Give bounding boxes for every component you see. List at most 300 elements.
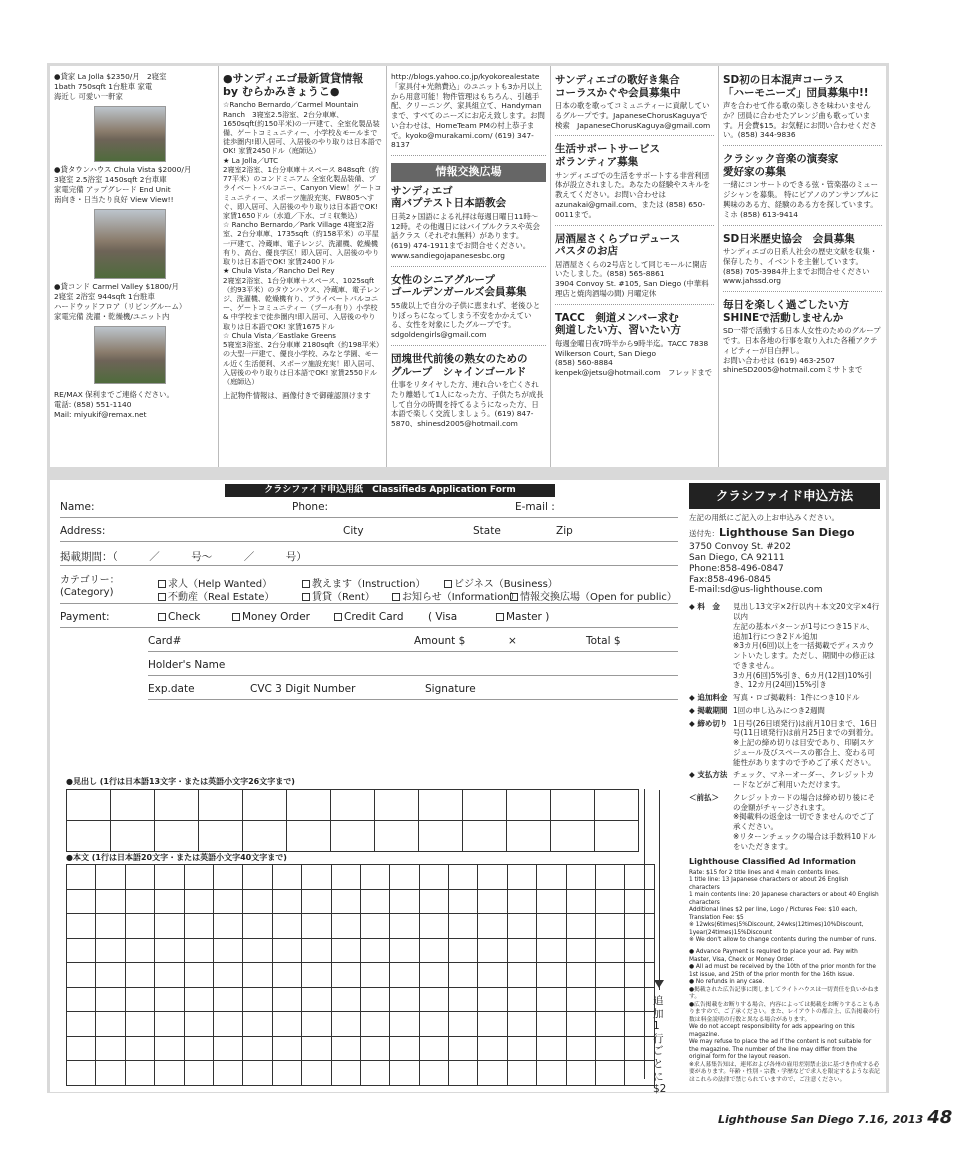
grid-cell[interactable]	[419, 889, 448, 914]
checkbox[interactable]	[158, 593, 166, 601]
grid-cell[interactable]	[331, 1012, 360, 1037]
grid-cell[interactable]	[155, 914, 184, 939]
cat-rent[interactable]	[302, 588, 375, 603]
grid-cell[interactable]	[287, 821, 331, 852]
grid-cell[interactable]	[537, 963, 566, 988]
grid-cell[interactable]	[331, 790, 375, 821]
fee-value: チェック、マネーオーダー、クレジットカードなどがご利用いただけます。	[733, 770, 875, 790]
grid-cell[interactable]	[155, 821, 199, 852]
checkbox[interactable]	[334, 613, 342, 621]
grid-cell[interactable]	[96, 1012, 125, 1037]
grid-cell[interactable]	[111, 790, 155, 821]
grid-cell[interactable]	[272, 963, 301, 988]
headline-grid[interactable]	[66, 789, 639, 852]
grid-cell[interactable]	[96, 914, 125, 939]
holder-label: Holder's Name	[148, 659, 226, 671]
grid-cell[interactable]	[184, 865, 213, 890]
grid-cell[interactable]	[537, 1061, 566, 1086]
grid-cell[interactable]	[331, 865, 360, 890]
grid-cell[interactable]	[537, 1012, 566, 1037]
grid-row	[67, 987, 655, 1012]
grid-cell[interactable]	[96, 1036, 125, 1061]
grid-cell[interactable]	[331, 938, 360, 963]
grid-cell[interactable]	[566, 1012, 595, 1037]
listing-carmel-valley: ●貸コンド Carmel Valley $1800/月 2寝室 2浴室 944sqft 1台駐車 ハードウッドフロア（リビングルーム） 家電完備 洗濯・乾燥機/ユニット内	[54, 281, 187, 321]
grid-cell[interactable]	[243, 963, 272, 988]
grid-cell[interactable]	[507, 790, 551, 821]
grid-cell[interactable]	[449, 889, 478, 914]
cat-open-public-label: 情報交換広場（Open for public）	[520, 592, 677, 603]
grid-cell[interactable]	[67, 865, 96, 890]
grid-cell[interactable]	[96, 987, 125, 1012]
grid-cell[interactable]	[595, 821, 639, 852]
category-label: カテゴリー： (Category)	[60, 575, 120, 598]
grid-cell[interactable]	[463, 821, 507, 852]
grid-cell[interactable]	[360, 1036, 389, 1061]
grid-cell[interactable]	[67, 914, 96, 939]
fee-row	[689, 693, 880, 703]
grid-cell[interactable]	[331, 889, 360, 914]
checkbox[interactable]	[302, 593, 310, 601]
classical-ad	[723, 153, 882, 225]
grid-cell[interactable]	[96, 963, 125, 988]
grid-cell[interactable]	[507, 938, 536, 963]
company-name: Lighthouse San Diego	[719, 526, 855, 539]
classified-listings	[50, 66, 886, 467]
grid-cell[interactable]	[111, 821, 155, 852]
grid-cell[interactable]	[272, 889, 301, 914]
period-label: 掲載期間：（ ／ 号〜 ／ 号）	[60, 551, 307, 563]
grid-cell[interactable]	[272, 865, 301, 890]
church-title: サンディエゴ 南バプテスト日本語教会	[391, 184, 507, 210]
pay-money-order[interactable]	[232, 611, 310, 623]
grid-cell[interactable]	[67, 987, 96, 1012]
checkbox[interactable]	[232, 613, 240, 621]
listing-la-jolla: ●貸家 La Jolla $2350/月 2寝室 1bath 750sqft 1台駐車 家電 海近し 可愛い一軒家	[54, 72, 167, 101]
grid-cell[interactable]	[625, 865, 654, 890]
payment-label: Payment:	[60, 611, 110, 623]
city-label: City	[343, 525, 364, 537]
grid-cell[interactable]	[287, 790, 331, 821]
grid-cell[interactable]	[184, 1012, 213, 1037]
grid-cell[interactable]	[243, 1012, 272, 1037]
fee-key: ◆ 追加料金	[689, 693, 728, 703]
grid-cell[interactable]	[184, 1061, 213, 1086]
grid-cell[interactable]	[67, 889, 96, 914]
shine-gold-ad	[391, 353, 546, 434]
pay-visa[interactable]	[428, 611, 457, 623]
grid-cell[interactable]	[125, 1061, 154, 1086]
grid-cell[interactable]	[302, 987, 331, 1012]
grid-cell[interactable]	[449, 865, 478, 890]
grid-cell[interactable]	[272, 938, 301, 963]
grid-cell[interactable]	[551, 790, 595, 821]
grid-cell[interactable]	[390, 987, 419, 1012]
grid-cell[interactable]	[199, 790, 243, 821]
grid-cell[interactable]	[596, 914, 625, 939]
rental-body: ☆Rancho Bernardo／Carmel Mountain Ranch 3寝室2.5浴室、2台分車庫、1650sqft(約150平米)の一戸建て、全室化製品装備、ゲートコミュニティー、小学校＆モールまで徒歩圏内!即入居可、入居後のやり取りは日本語でOK! 家賃2450ドル（庭師込） ★ La Jolla／UTC 2寝室2浴室、1台分車庫＋スペース 848sqft（約77平米）のコンドミニアム 全室化製品装備、プライベートバルコニー、Canyon View！ゲートコミュニティー、スポーツ施設充実、FW805へすぐ、即入居可、入居後のやり取りは日本語でOK! 家賃1650ドル（水道／下水、ゴミ収集込） ☆ Rancho Bernardo／Park Village 4寝室2浴室、2台分車庫、1735sqft（約158平米）の平屋一戸建て、冷蔵庫、電子レンジ、洗濯機、乾燥機有り、高台、優良学区！即入居可、入居後のやり取りは日本語でOK! 家賃2400ドル ★ Chula Vista／Rancho Del Rey 2寝室2浴室、1台分車庫＋スペース、1025sqft（約93平米）のタウンハウス、冷蔵庫、電子レンジ、洗濯機、乾燥機有り、プライベートバルコニー、ゲートコミュニティー（プール有り）小学校 & 中学校まで徒歩圏内!即入居可、入居後のやり取りは日本語でOK! 家賃1675ドル ☆ Chula Vista／Eastlake Greens 5寝室3浴室、2台分車庫 2180sqft（約198平米）の大型一戸建て、優良小学校、みなと学園、モール近く生活便利、スポーツ施設充実！即入居可、入居後のやり取りは日本語でOK! 家賃2550ドル（庭師込）	[223, 100, 382, 386]
cat-information[interactable]	[392, 588, 520, 603]
grid-cell[interactable]	[625, 963, 654, 988]
golden-girls-title: 女性のシニアグループ ゴールデンガールズ会員募集	[391, 273, 527, 299]
grid-cell[interactable]	[360, 1061, 389, 1086]
grid-cell[interactable]	[243, 914, 272, 939]
row-period	[60, 546, 678, 566]
checkbox[interactable]	[510, 593, 518, 601]
grid-cell[interactable]	[419, 790, 463, 821]
grid-cell[interactable]	[419, 963, 448, 988]
grid-cell[interactable]	[125, 865, 154, 890]
grid-cell[interactable]	[360, 914, 389, 939]
grid-cell[interactable]	[419, 1012, 448, 1037]
grid-cell[interactable]	[272, 1061, 301, 1086]
grid-cell[interactable]	[184, 963, 213, 988]
grid-cell[interactable]	[302, 1036, 331, 1061]
grid-cell[interactable]	[596, 987, 625, 1012]
grid-cell[interactable]	[596, 963, 625, 988]
grid-cell[interactable]	[96, 865, 125, 890]
grid-cell[interactable]	[243, 938, 272, 963]
grid-cell[interactable]	[199, 821, 243, 852]
grid-cell[interactable]	[96, 1061, 125, 1086]
grid-cell[interactable]	[96, 938, 125, 963]
cat-instruction-label: 教えます（Instruction）	[312, 579, 426, 590]
grid-cell[interactable]	[67, 1036, 96, 1061]
grid-row	[67, 790, 639, 821]
grid-cell[interactable]	[625, 1036, 654, 1061]
grid-cell[interactable]	[375, 821, 419, 852]
grid-cell[interactable]	[537, 938, 566, 963]
grid-cell[interactable]	[449, 1012, 478, 1037]
grid-row	[67, 889, 655, 914]
grid-cell[interactable]	[213, 1036, 242, 1061]
grid-cell[interactable]	[449, 963, 478, 988]
grid-cell[interactable]	[537, 865, 566, 890]
grid-cell[interactable]	[155, 889, 184, 914]
grid-cell[interactable]	[478, 987, 507, 1012]
grid-cell[interactable]	[566, 938, 595, 963]
grid-cell[interactable]	[507, 987, 536, 1012]
grid-cell[interactable]	[537, 987, 566, 1012]
kyoko-ad: http://blogs.yahoo.co.jp/kyokorealestate 「家具付+光熱費込」のユニットも3か月以上から用意可能！物件管理はもちろん、引越手配、クリーニング、家具組立て、Handymanまで、すべてのニーズにお応え致します。お問い合わせは、HomeTeam PMの村上恭子まで。kyoko@murakami.com/ (619) 347-8137	[391, 72, 546, 156]
fee-row	[689, 602, 880, 690]
pay-credit-card[interactable]	[334, 611, 403, 623]
grid-cell[interactable]	[243, 1036, 272, 1061]
company-address: 3750 Convoy St. #202 San Diego, CA 92111 Phone:858-496-0847 Fax:858-496-0845 E-mail:sd@us-lighthouse.com	[689, 542, 823, 596]
fee-row	[689, 719, 880, 768]
grid-cell[interactable]	[375, 790, 419, 821]
grid-cell[interactable]	[360, 889, 389, 914]
grid-cell[interactable]	[360, 1012, 389, 1037]
grid-cell[interactable]	[478, 914, 507, 939]
house-photo-1	[94, 106, 166, 162]
grid-cell[interactable]	[390, 914, 419, 939]
grid-cell[interactable]	[419, 938, 448, 963]
grid-cell[interactable]	[272, 914, 301, 939]
grid-cell[interactable]	[625, 938, 654, 963]
en-info-body: Rate: $15 for 2 title lines and 4 main contents lines. 1 title line: 13 Japanese characters or about 26 English characters 1 main contents line: 20 Japanese characters or about 40 English characters Additional lines $2 per line, Logo / Pictures Fee: $10 each, Translation Fee: $5 ※ 12wks(6times)5%Discount, 24wks(12times)10%Discount, 1year(24times)15%Discount ※ We don't allow to change contents during the number of runs.	[689, 869, 879, 944]
grid-cell[interactable]	[390, 963, 419, 988]
grid-cell[interactable]	[302, 1012, 331, 1037]
grid-cell[interactable]	[213, 938, 242, 963]
golden-girls-body: 55歳以上で自分の子供に恵まれず、老後ひとりぼっちになってしまう不安をかかえている、女性を対象にしたグループです。 sdgoldengirls@gmail.com	[391, 300, 541, 340]
grid-cell[interactable]	[155, 963, 184, 988]
grid-cell[interactable]	[243, 790, 287, 821]
cat-real-estate[interactable]	[158, 588, 274, 603]
grid-cell[interactable]	[507, 1036, 536, 1061]
grid-cell[interactable]	[96, 889, 125, 914]
grid-cell[interactable]	[155, 1036, 184, 1061]
grid-cell[interactable]	[419, 865, 448, 890]
cat-business-label: ビジネス（Business）	[454, 579, 558, 590]
grid-cell[interactable]	[507, 821, 551, 852]
grid-cell[interactable]	[625, 1061, 654, 1086]
grid-cell[interactable]	[331, 987, 360, 1012]
realestate-contact: RE/MAX 保利までご連絡ください。 電話: (858) 551-1140 Mail: miyukif@remax.net	[54, 389, 174, 419]
shine-gold-title: 団塊世代前後の熟女のための グループ シャインゴールド	[391, 352, 528, 378]
grid-cell[interactable]	[213, 1061, 242, 1086]
grid-cell[interactable]	[463, 790, 507, 821]
grid-cell[interactable]	[390, 1012, 419, 1037]
grid-cell[interactable]	[67, 938, 96, 963]
magazine-issue: Lighthouse San Diego 7.16, 2013	[718, 1113, 924, 1126]
grid-cell[interactable]	[449, 987, 478, 1012]
pasta-body: 居酒屋さくらの2号店として同じモールに開店いたしました。(858) 565-8861 3904 Convoy St. #105, San Diego (中華料理店と焼肉酒場の間) 月曜定休	[555, 259, 709, 298]
cat-information-label: お知らせ（Information）	[402, 592, 520, 603]
grid-cell[interactable]	[625, 1012, 654, 1037]
grid-cell[interactable]	[213, 889, 242, 914]
grid-cell[interactable]	[67, 1061, 96, 1086]
church-body: 日英2ヶ国語による礼拝は毎週日曜日11時〜12時。その他週日にはバイブルクラスや英会話クラス（それぞれ無料）があります。 (619) 474-1911までお問合せください。 www.sandiegojapanesesbc.org	[391, 211, 540, 260]
grid-cell[interactable]	[507, 963, 536, 988]
grid-cell[interactable]	[331, 963, 360, 988]
grid-cell[interactable]	[595, 790, 639, 821]
grid-cell[interactable]	[331, 914, 360, 939]
grid-cell[interactable]	[155, 865, 184, 890]
grid-cell[interactable]	[507, 914, 536, 939]
grid-cell[interactable]	[507, 1061, 536, 1086]
grid-cell[interactable]	[596, 1061, 625, 1086]
pay-check[interactable]	[158, 611, 200, 623]
kendo-body: 毎週金曜日夜7時半から9時半迄。TACC 7838 Wilkerson Court, San Diego (858) 560-8884 kenpek@jetsu@hotmail.com フレッドまで	[555, 338, 713, 378]
grid-cell[interactable]	[360, 865, 389, 890]
grid-cell[interactable]	[478, 938, 507, 963]
grid-cell[interactable]	[213, 914, 242, 939]
grid-cell[interactable]	[507, 865, 536, 890]
grid-cell[interactable]	[213, 1012, 242, 1037]
grid-cell[interactable]	[625, 914, 654, 939]
grid-cell[interactable]	[302, 865, 331, 890]
grid-cell[interactable]	[390, 938, 419, 963]
grid-cell[interactable]	[155, 938, 184, 963]
fee-key: ◆ 掲載期間	[689, 705, 728, 715]
pasta-title: 居酒屋さくらプロデュース パスタのお店	[555, 232, 681, 258]
exp-label: Exp.date	[148, 683, 195, 695]
grid-cell[interactable]	[184, 987, 213, 1012]
grid-cell[interactable]	[67, 821, 111, 852]
grid-cell[interactable]	[272, 1012, 301, 1037]
harmonies-ad	[723, 74, 882, 146]
history-society-body: サンディエゴの日系人社会の歴史文献を収集・保存したり、イベントを主催しています。(858) 705-3984井上までお問合せください www.jahssd.org	[723, 247, 878, 286]
checkbox[interactable]	[496, 613, 504, 621]
pay-master-label: Master )	[506, 611, 550, 623]
grid-cell[interactable]	[596, 889, 625, 914]
grid-cell[interactable]	[478, 865, 507, 890]
grid-cell[interactable]	[331, 1061, 360, 1086]
grid-cell[interactable]	[478, 1061, 507, 1086]
grid-cell[interactable]	[360, 963, 389, 988]
grid-cell[interactable]	[566, 889, 595, 914]
grid-cell[interactable]	[155, 1061, 184, 1086]
grid-cell[interactable]	[155, 790, 199, 821]
kendo-title: TACC 剣道メンバー求む 剣道したい方、習いたい方	[555, 311, 681, 337]
grid-cell[interactable]	[125, 1036, 154, 1061]
grid-cell[interactable]	[551, 821, 595, 852]
grid-cell[interactable]	[272, 1036, 301, 1061]
harmonies-title: SD初の日本混声コーラス 「ハーモニーズ」団員募集中!!	[723, 74, 869, 99]
grid-cell[interactable]	[67, 790, 111, 821]
cat-rent-label: 賃貸（Rent）	[312, 592, 375, 603]
fee-value: クレジットカードの場合は締め切り後にその金額がチャージされます。 ※掲載料の返金は一切できませんのでご了承ください。 ※リターンチェックの場合は手数料10ドルをいただきます。	[733, 792, 876, 851]
grid-cell[interactable]	[390, 1061, 419, 1086]
grid-cell[interactable]	[419, 987, 448, 1012]
grid-cell[interactable]	[566, 914, 595, 939]
grid-cell[interactable]	[449, 938, 478, 963]
grid-cell[interactable]	[419, 914, 448, 939]
grid-cell[interactable]	[125, 963, 154, 988]
grid-cell[interactable]	[478, 1012, 507, 1037]
checkbox[interactable]	[158, 613, 166, 621]
grid-cell[interactable]	[184, 1036, 213, 1061]
grid-row	[67, 963, 655, 988]
grid-cell[interactable]	[596, 938, 625, 963]
grid-cell[interactable]	[125, 987, 154, 1012]
body-grid-heading: ●本文 (1行は日本語20文字・または英語小文字40文字まで)	[66, 853, 287, 862]
grid-cell[interactable]	[449, 1061, 478, 1086]
history-society-ad	[723, 233, 882, 293]
grid-cell[interactable]	[596, 1012, 625, 1037]
grid-cell[interactable]	[596, 865, 625, 890]
cat-help-wanted-label: 求人（Help Wanted）	[168, 579, 273, 590]
grid-cell[interactable]	[419, 1036, 448, 1061]
grid-cell[interactable]	[478, 889, 507, 914]
grid-cell[interactable]	[449, 1036, 478, 1061]
grid-cell[interactable]	[67, 963, 96, 988]
harmonies-body: 声を合わせて作る歌の楽しさを味わいませんか？団員に合わせたアレンジ曲も歌っています。月会費$15。お気軽にお問い合わせください。(858) 344-9836	[723, 101, 877, 140]
signature-label: Signature	[425, 683, 476, 695]
grid-cell[interactable]	[625, 987, 654, 1012]
grid-cell[interactable]	[184, 938, 213, 963]
church-ad	[391, 185, 546, 267]
grid-cell[interactable]	[125, 938, 154, 963]
row-category	[60, 572, 678, 604]
grid-cell[interactable]	[537, 914, 566, 939]
grid-cell[interactable]	[507, 1012, 536, 1037]
grid-cell[interactable]	[272, 987, 301, 1012]
grid-cell[interactable]	[478, 1036, 507, 1061]
grid-cell[interactable]	[155, 1012, 184, 1037]
grid-cell[interactable]	[360, 987, 389, 1012]
grid-cell[interactable]	[478, 963, 507, 988]
grid-cell[interactable]	[302, 1061, 331, 1086]
house-photo-3	[94, 326, 166, 384]
arrow-down-icon	[654, 980, 664, 988]
grid-cell[interactable]	[184, 889, 213, 914]
grid-cell[interactable]	[331, 821, 375, 852]
grid-cell[interactable]	[243, 987, 272, 1012]
grid-cell[interactable]	[537, 1036, 566, 1061]
en-info-title: Lighthouse Classified Ad Information	[689, 857, 856, 867]
grid-cell[interactable]	[243, 889, 272, 914]
grid-cell[interactable]	[507, 889, 536, 914]
how-to-apply	[683, 480, 886, 1092]
shine-gold-body: 仕事をリタイヤした方、連れ合いを亡くされたり離婚して1人になった方、子供たちが成長して自分の時間を持てるようになった方、日本語で楽しく交流しましょう。(619) 847-5870、shinesd2005@hotmail.com	[391, 380, 544, 429]
grid-cell[interactable]	[390, 1036, 419, 1061]
grid-cell[interactable]	[566, 1036, 595, 1061]
how-title: クラシファイド申込方法	[689, 483, 880, 509]
grid-cell[interactable]	[566, 987, 595, 1012]
grid-cell[interactable]	[419, 1061, 448, 1086]
checkbox[interactable]	[302, 580, 310, 588]
row-name	[60, 498, 678, 518]
grid-cell[interactable]	[596, 1036, 625, 1061]
grid-cell[interactable]	[302, 889, 331, 914]
checkbox[interactable]	[392, 593, 400, 601]
name-label: Name:	[60, 501, 95, 513]
listing-chula-vista: ●貸タウンハウス Chula Vista $2000/月 3寝室 2.5浴室 1450sqft 2台車庫 家電完備 アップグレード End Unit 南向き・日当たり良好 View View!!	[54, 164, 192, 204]
grid-cell[interactable]	[566, 1061, 595, 1086]
grid-cell[interactable]	[243, 821, 287, 852]
grid-cell[interactable]	[243, 865, 272, 890]
grid-row	[67, 914, 655, 939]
grid-cell[interactable]	[184, 914, 213, 939]
checkbox[interactable]	[158, 580, 166, 588]
classical-body: 一緒にコンサートのできる弦・管楽器のミュージシャンを募集。 特にピアノのアンサンブルに興味のある方、経験のある方を探しています。ミホ (858) 613-9414	[723, 180, 879, 219]
grid-cell[interactable]	[390, 865, 419, 890]
pay-money-order-label: Money Order	[242, 611, 310, 623]
pay-visa-label: ( Visa	[428, 611, 458, 623]
cat-open-public[interactable]	[510, 588, 677, 603]
checkbox[interactable]	[444, 580, 452, 588]
row-holder	[148, 656, 678, 676]
grid-cell[interactable]	[155, 987, 184, 1012]
grid-cell[interactable]	[625, 889, 654, 914]
grid-cell[interactable]	[566, 865, 595, 890]
body-grid[interactable]	[66, 864, 655, 1086]
grid-cell[interactable]	[302, 938, 331, 963]
grid-cell[interactable]	[302, 963, 331, 988]
address-label: Address:	[60, 525, 106, 537]
grid-cell[interactable]	[302, 914, 331, 939]
grid-cell[interactable]	[566, 963, 595, 988]
pay-master[interactable]	[496, 611, 549, 623]
grid-cell[interactable]	[419, 821, 463, 852]
grid-cell[interactable]	[390, 889, 419, 914]
grid-cell[interactable]	[125, 889, 154, 914]
grid-cell[interactable]	[449, 914, 478, 939]
grid-cell[interactable]	[125, 914, 154, 939]
grid-cell[interactable]	[67, 1012, 96, 1037]
grid-cell[interactable]	[213, 865, 242, 890]
grid-cell[interactable]	[125, 1012, 154, 1037]
fee-key: ◆ 締め切り	[689, 718, 728, 728]
grid-cell[interactable]	[331, 1036, 360, 1061]
grid-cell[interactable]	[213, 987, 242, 1012]
grid-cell[interactable]	[360, 938, 389, 963]
grid-cell[interactable]	[243, 1061, 272, 1086]
grid-cell[interactable]	[537, 889, 566, 914]
grid-cell[interactable]	[213, 963, 242, 988]
